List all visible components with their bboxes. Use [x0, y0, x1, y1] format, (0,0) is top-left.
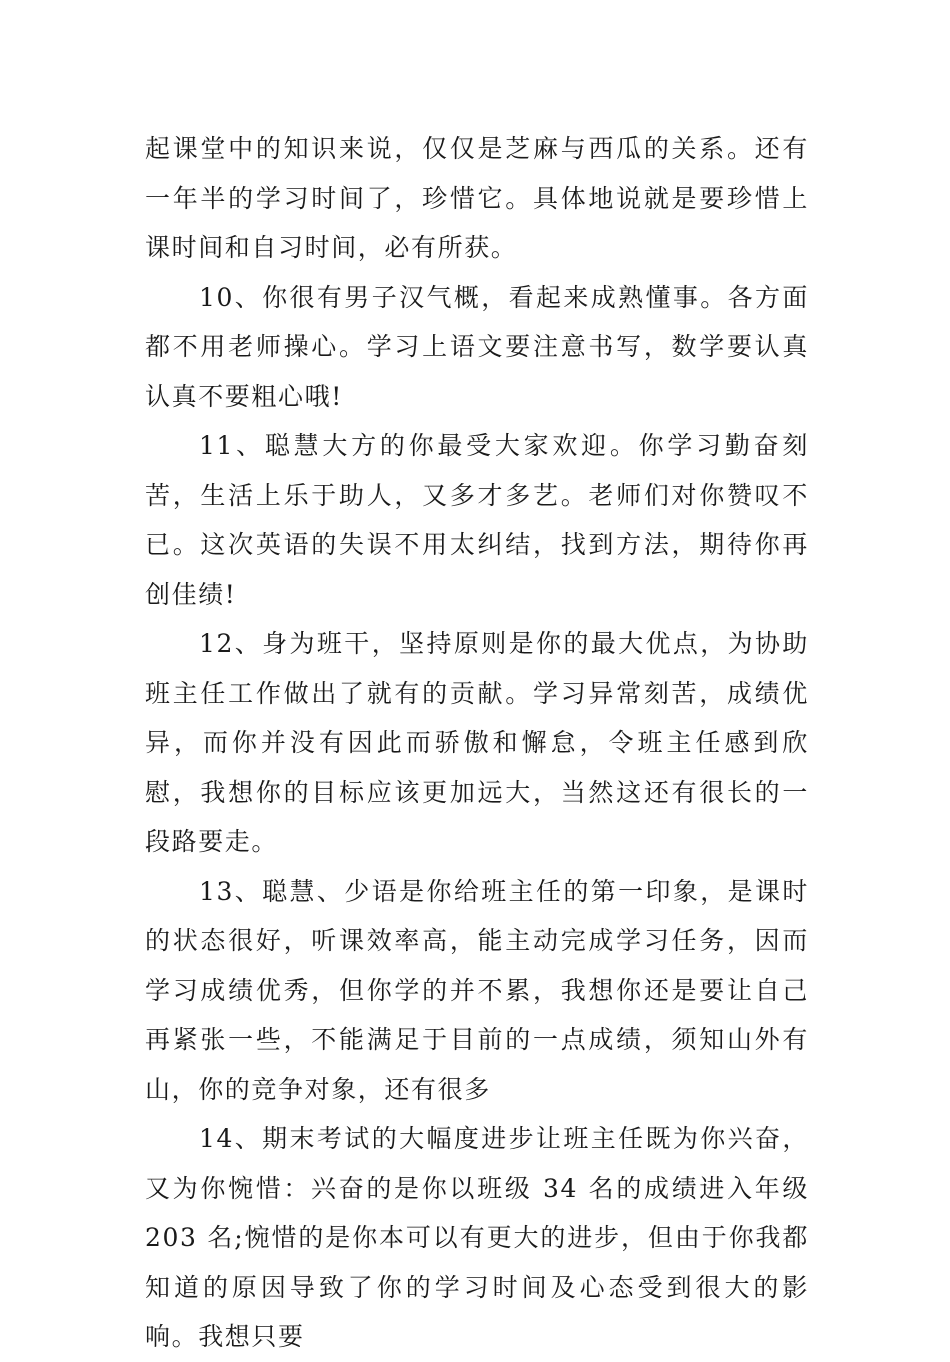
paragraph-item-11: 11、聪慧大方的你最受大家欢迎。你学习勤奋刻苦，生活上乐于助人，又多才多艺。老师们对你赞叹不已。这次英语的失误不用太纠结，找到方法，期待你再创佳绩! — [145, 431, 809, 609]
paragraph-item-13: 13、聪慧、少语是你给班主任的第一印象，是课时的状态很好，听课效率高，能主动完成学习任务，因而学习成绩优秀，但你学的并不累，我想你还是要让自己再紧张一些，不能满足于目前的一点成绩，须知山外有山，你的竞争对象，还有很多 — [145, 876, 809, 1104]
document-body — [145, 124, 809, 1362]
paragraph-item-12: 12、身为班干，坚持原则是你的最大优点，为协助班主任工作做出了就有的贡献。学习异常刻苦，成绩优异，而你并没有因此而骄傲和懈怠，令班主任感到欣慰，我想你的目标应该更加远大，当然这还有很长的一段路要走。 — [145, 629, 809, 856]
paragraph-continuation: 起课堂中的知识来说，仅仅是芝麻与西瓜的关系。还有一年半的学习时间了，珍惜它。具体地说就是要珍惜上课时间和自习时间，必有所获。 — [145, 134, 809, 262]
paragraph-item-10: 10、你很有男子汉气概，看起来成熟懂事。各方面都不用老师操心。学习上语文要注意书写，数学要认真认真不要粗心哦! — [145, 282, 809, 411]
paragraph-item-14: 14、期末考试的大幅度进步让班主任既为你兴奋，又为你惋惜：兴奋的是你以班级 34 名的成绩进入年级 203 名;惋惜的是你本可以有更大的进步，但由于你我都知道的原因导致了你的学习时间及心态受到很大的影响。我想只要 — [145, 1124, 809, 1351]
